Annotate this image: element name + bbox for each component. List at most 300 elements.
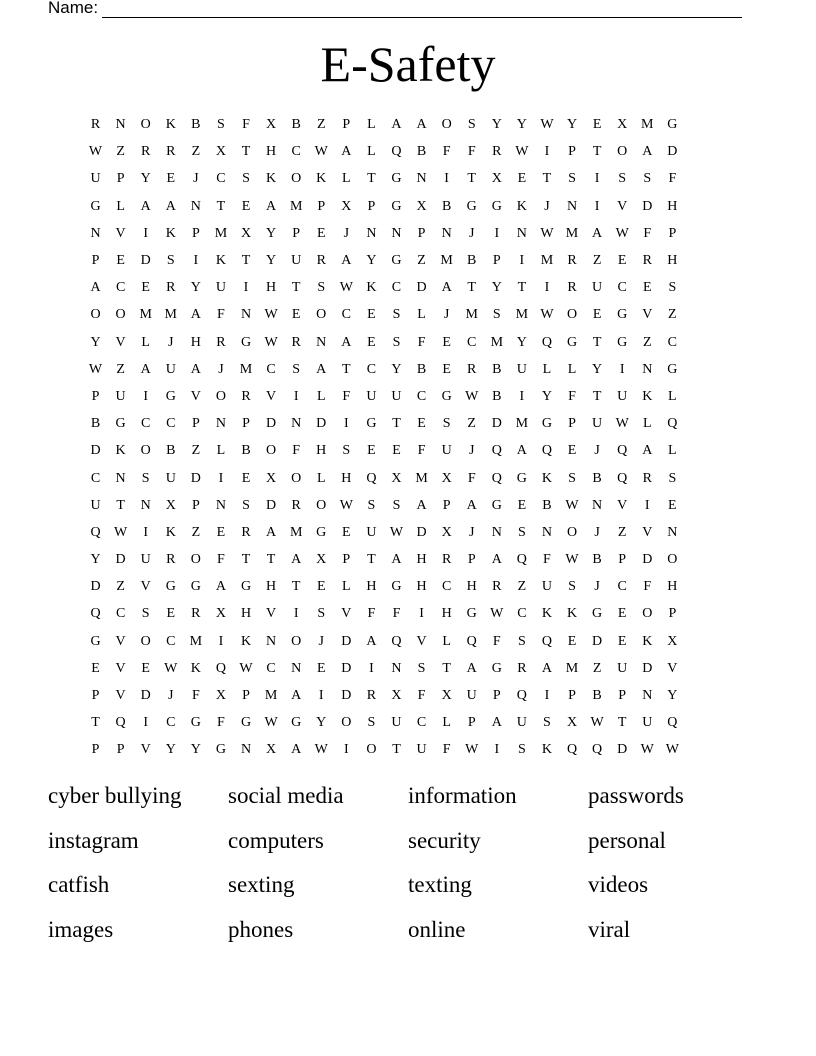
grid-letter: G	[391, 171, 402, 187]
grid-letter: Y	[516, 117, 527, 133]
grid-letter: N	[541, 524, 552, 540]
grid-row	[83, 193, 735, 220]
grid-letter: E	[442, 361, 451, 377]
grid-letter: D	[341, 633, 352, 649]
grid-letter: H	[667, 198, 678, 214]
grid-letter: O	[90, 307, 101, 323]
grid-letter: J	[443, 307, 450, 323]
grid-letter: T	[367, 552, 376, 568]
grid-letter: W	[540, 117, 554, 133]
grid-letter: V	[416, 633, 427, 649]
grid-letter: Z	[592, 253, 602, 269]
grid-letter: P	[317, 198, 326, 214]
grid-letter: S	[442, 416, 451, 432]
grid-letter: G	[115, 416, 126, 432]
grid-letter: U	[90, 171, 101, 187]
grid-letter: V	[266, 606, 277, 622]
grid-letter: E	[517, 497, 527, 513]
grid-letter: W	[540, 307, 554, 323]
grid-letter: F	[417, 688, 426, 704]
grid-letter: K	[165, 524, 176, 540]
grid-letter: P	[191, 497, 200, 513]
grid-letter: R	[216, 334, 226, 350]
grid-letter: Y	[391, 361, 402, 377]
grid-letter: L	[316, 388, 326, 404]
grid-letter: O	[215, 388, 226, 404]
grid-letter: H	[190, 334, 201, 350]
grid-letter: P	[618, 688, 627, 704]
grid-letter: R	[642, 470, 652, 486]
grid-letter: J	[544, 198, 550, 214]
grid-letter: T	[592, 334, 602, 350]
grid-letter: V	[642, 307, 653, 323]
grid-letter: O	[617, 144, 628, 160]
grid-letter: B	[441, 198, 452, 214]
grid-letter: C	[166, 633, 176, 649]
grid-letter: Y	[667, 688, 678, 704]
grid-letter: J	[193, 171, 199, 187]
grid-letter: I	[494, 225, 500, 241]
grid-letter: P	[91, 388, 100, 404]
grid-letter: I	[544, 280, 550, 296]
grid-letter: A	[592, 225, 603, 241]
grid-letter: U	[617, 388, 628, 404]
grid-letter: G	[541, 416, 552, 432]
grid-letter: R	[166, 552, 176, 568]
grid-letter: B	[592, 688, 602, 704]
grid-letter: P	[242, 416, 250, 432]
grid-letter: I	[343, 742, 349, 758]
grid-letter: A	[466, 497, 477, 513]
grid-letter: R	[191, 606, 201, 622]
grid-letter: S	[668, 280, 677, 296]
grid-letter: H	[266, 579, 277, 595]
grid-letter: F	[568, 388, 576, 404]
grid-letter: G	[516, 470, 527, 486]
grid-letter: G	[240, 715, 252, 731]
grid-letter: O	[115, 307, 126, 323]
grid-letter: J	[468, 225, 475, 241]
grid-row	[83, 573, 735, 600]
grid-letter: P	[668, 225, 677, 241]
grid-letter: J	[318, 633, 324, 649]
grid-letter: R	[492, 579, 502, 595]
name-field	[48, 0, 742, 18]
grid-letter: I	[143, 715, 149, 731]
grid-letter: A	[416, 117, 427, 133]
grid-letter: W	[565, 552, 579, 568]
grid-letter: N	[266, 633, 277, 649]
grid-row	[83, 329, 735, 356]
grid-letter: F	[217, 552, 225, 568]
grid-letter: Z	[617, 524, 627, 540]
grid-letter: H	[240, 606, 252, 622]
grid-row	[83, 383, 735, 410]
grid-letter: H	[366, 579, 377, 595]
grid-letter: T	[392, 742, 401, 758]
grid-letter: N	[140, 497, 151, 513]
grid-letter: K	[115, 443, 126, 459]
grid-letter: P	[292, 225, 301, 241]
grid-letter: N	[642, 688, 653, 704]
grid-letter: E	[241, 470, 251, 486]
grid-letter: Q	[516, 552, 527, 568]
grid-letter: G	[291, 715, 302, 731]
grid-row	[83, 274, 735, 301]
word-bank-item: social media	[228, 783, 344, 808]
grid-letter: L	[141, 334, 150, 350]
grid-letter: W	[164, 660, 178, 676]
grid-letter: A	[642, 443, 653, 459]
grid-letter: P	[568, 416, 576, 432]
grid-letter: S	[392, 334, 401, 350]
grid-letter: O	[341, 715, 352, 731]
grid-letter: M	[415, 470, 428, 486]
grid-letter: S	[568, 470, 576, 486]
grid-letter: R	[567, 280, 577, 296]
grid-letter: S	[392, 307, 401, 323]
grid-letter: Q	[215, 660, 226, 676]
letter-grid	[83, 111, 735, 764]
grid-letter: D	[140, 253, 151, 269]
grid-letter: A	[516, 443, 527, 459]
grid-letter: L	[542, 361, 552, 377]
grid-row	[83, 301, 735, 328]
grid-letter: H	[266, 144, 277, 160]
grid-letter: K	[165, 117, 176, 133]
grid-letter: X	[441, 524, 452, 540]
grid-row	[83, 437, 735, 464]
grid-letter: M	[189, 633, 203, 649]
grid-letter: F	[191, 688, 200, 704]
grid-letter: U	[516, 715, 527, 731]
grid-letter: G	[592, 606, 603, 622]
grid-letter: W	[565, 497, 579, 513]
grid-letter: S	[392, 497, 401, 513]
grid-letter: Y	[190, 280, 201, 296]
grid-letter: C	[166, 416, 176, 432]
grid-letter: R	[441, 552, 452, 568]
grid-letter: N	[190, 198, 201, 214]
grid-letter: X	[491, 171, 502, 187]
grid-letter: I	[293, 606, 299, 622]
grid-letter: E	[241, 198, 251, 214]
grid-letter: T	[467, 280, 476, 296]
grid-letter: V	[341, 606, 352, 622]
grid-letter: F	[242, 117, 250, 133]
grid-letter: T	[241, 253, 251, 269]
grid-letter: E	[517, 171, 527, 187]
grid-letter: N	[115, 117, 126, 133]
grid-letter: D	[642, 198, 653, 214]
grid-letter: A	[441, 280, 452, 296]
grid-letter: U	[416, 742, 427, 758]
grid-letter: S	[141, 606, 150, 622]
name-label: Name:	[48, 0, 99, 17]
grid-letter: A	[215, 579, 226, 595]
grid-letter: U	[466, 688, 477, 704]
grid-letter: P	[568, 144, 576, 160]
grid-letter: F	[417, 334, 426, 350]
grid-letter: U	[617, 660, 628, 676]
grid-letter: V	[667, 660, 678, 676]
grid-letter: Z	[191, 443, 201, 459]
grid-letter: A	[341, 144, 352, 160]
grid-letter: N	[491, 524, 502, 540]
page-title: E-Safety	[320, 36, 496, 92]
grid-letter: F	[543, 552, 551, 568]
grid-letter: I	[419, 606, 424, 622]
grid-letter: U	[165, 361, 176, 377]
grid-letter: N	[291, 660, 302, 676]
grid-letter: W	[615, 416, 629, 432]
grid-letter: M	[164, 307, 177, 323]
grid-letter: Z	[467, 416, 476, 432]
grid-letter: V	[617, 497, 628, 513]
grid-letter: B	[542, 497, 552, 513]
grid-letter: R	[492, 144, 502, 160]
grid-letter: F	[442, 742, 451, 758]
grid-letter: G	[466, 606, 477, 622]
grid-letter: U	[366, 524, 377, 540]
grid-letter: O	[441, 117, 452, 133]
grid-letter: H	[266, 280, 277, 296]
grid-letter: K	[642, 633, 653, 649]
grid-letter: G	[316, 524, 327, 540]
grid-letter: C	[416, 388, 427, 404]
grid-letter: Y	[165, 742, 176, 758]
grid-letter: U	[115, 388, 126, 404]
grid-letter: K	[316, 171, 327, 187]
grid-letter: W	[339, 497, 353, 513]
grid-letter: E	[91, 660, 100, 676]
grid-letter: Y	[266, 253, 277, 269]
grid-letter: Q	[541, 334, 552, 350]
grid-letter: Y	[90, 334, 101, 350]
grid-letter: T	[517, 280, 527, 296]
grid-letter: C	[667, 334, 677, 350]
grid-letter: R	[567, 253, 577, 269]
word-bank-item: passwords	[588, 783, 684, 808]
grid-letter: U	[441, 443, 452, 459]
grid-letter: Z	[517, 579, 527, 595]
grid-letter: G	[617, 307, 628, 323]
grid-letter: C	[216, 171, 226, 187]
grid-letter: T	[291, 579, 301, 595]
grid-letter: C	[266, 660, 276, 676]
grid-letter: Y	[541, 388, 552, 404]
grid-letter: I	[494, 742, 500, 758]
grid-letter: L	[342, 171, 351, 187]
grid-letter: A	[541, 660, 552, 676]
grid-letter: S	[367, 715, 376, 731]
grid-letter: W	[88, 144, 103, 160]
grid-letter: I	[369, 660, 374, 676]
grid-letter: C	[141, 416, 151, 432]
grid-letter: Z	[417, 253, 426, 269]
grid-letter: N	[642, 361, 653, 377]
grid-letter: W	[88, 361, 103, 377]
grid-letter: K	[215, 253, 226, 269]
grid-letter: S	[317, 280, 326, 296]
grid-letter: I	[594, 198, 600, 214]
grid-letter: B	[592, 470, 602, 486]
grid-letter: A	[416, 497, 427, 513]
grid-letter: K	[642, 388, 653, 404]
grid-letter: F	[417, 443, 426, 459]
grid-letter: L	[668, 388, 677, 404]
grid-letter: I	[519, 253, 525, 269]
grid-letter: P	[467, 715, 476, 731]
grid-row	[83, 220, 735, 247]
grid-letter: C	[617, 579, 627, 595]
grid-row	[83, 519, 735, 546]
grid-letter: Q	[566, 742, 578, 758]
grid-letter: P	[618, 552, 627, 568]
grid-letter: Q	[115, 715, 126, 731]
grid-letter: E	[367, 334, 376, 350]
grid-letter: V	[115, 334, 126, 350]
grid-letter: Y	[516, 334, 527, 350]
grid-letter: O	[667, 552, 678, 568]
grid-letter: K	[541, 742, 552, 758]
grid-letter: U	[592, 416, 603, 432]
grid-letter: M	[239, 361, 253, 377]
grid-letter: F	[467, 144, 476, 160]
word-bank-item: catfish	[48, 872, 110, 897]
grid-letter: Z	[592, 660, 602, 676]
grid-letter: P	[568, 688, 576, 704]
grid-letter: V	[115, 225, 126, 241]
grid-letter: X	[215, 144, 226, 160]
grid-letter: J	[594, 443, 600, 459]
grid-letter: Q	[667, 416, 678, 432]
grid-letter: G	[90, 198, 101, 214]
grid-letter: M	[465, 307, 478, 323]
grid-letter: U	[215, 280, 226, 296]
grid-letter: F	[367, 606, 376, 622]
grid-letter: S	[166, 253, 175, 269]
grid-letter: N	[391, 660, 402, 676]
grid-letter: R	[291, 334, 301, 350]
grid-row	[83, 628, 735, 655]
grid-row	[83, 138, 735, 165]
grid-letter: L	[367, 117, 376, 133]
grid-letter: G	[566, 334, 578, 350]
grid-letter: E	[216, 524, 226, 540]
grid-letter: S	[568, 171, 576, 187]
grid-letter: U	[140, 552, 151, 568]
grid-letter: M	[264, 688, 278, 704]
grid-letter: W	[465, 388, 479, 404]
grid-letter: G	[165, 579, 176, 595]
grid-letter: R	[141, 144, 151, 160]
grid-letter: A	[341, 334, 352, 350]
grid-letter: O	[566, 307, 578, 323]
grid-letter: N	[240, 307, 252, 323]
grid-letter: T	[116, 497, 125, 513]
grid-letter: V	[617, 198, 628, 214]
grid-letter: Y	[316, 715, 327, 731]
grid-letter: F	[643, 225, 652, 241]
grid-letter: C	[391, 280, 402, 296]
word-bank-item: personal	[588, 827, 666, 853]
grid-letter: I	[218, 470, 224, 486]
word-bank	[48, 776, 768, 954]
grid-letter: O	[140, 117, 151, 133]
word-bank-item: cyber bullying	[48, 783, 182, 808]
grid-letter: I	[519, 388, 525, 404]
grid-letter: S	[467, 117, 476, 133]
grid-letter: J	[343, 225, 350, 241]
grid-letter: W	[264, 715, 278, 731]
grid-letter: E	[417, 416, 426, 432]
grid-row	[83, 165, 735, 192]
grid-letter: I	[318, 688, 324, 704]
grid-letter: G	[165, 388, 176, 404]
grid-letter: X	[266, 470, 277, 486]
grid-letter: J	[468, 524, 475, 540]
grid-row	[83, 655, 735, 682]
grid-letter: C	[115, 280, 126, 296]
grid-letter: F	[442, 144, 451, 160]
grid-letter: Q	[366, 470, 377, 486]
grid-letter: B	[90, 416, 101, 432]
grid-letter: S	[417, 660, 426, 676]
grid-letter: C	[266, 361, 276, 377]
grid-letter: I	[444, 171, 449, 187]
word-bank-item: viral	[588, 916, 631, 942]
grid-letter: I	[143, 524, 149, 540]
grid-letter: M	[515, 307, 529, 323]
grid-letter: B	[291, 117, 301, 133]
grid-letter: E	[116, 253, 125, 269]
grid-letter: V	[140, 579, 151, 595]
grid-letter: U	[516, 361, 527, 377]
grid-letter: D	[140, 688, 151, 704]
grid-letter: Q	[592, 742, 603, 758]
grid-letter: X	[391, 688, 402, 704]
grid-letter: T	[216, 198, 226, 214]
grid-letter: Y	[566, 117, 578, 133]
grid-letter: A	[466, 660, 477, 676]
grid-letter: Z	[191, 524, 201, 540]
grid-letter: Z	[116, 361, 125, 377]
grid-letter: Y	[592, 361, 603, 377]
grid-letter: L	[216, 443, 226, 459]
grid-letter: B	[416, 361, 427, 377]
grid-letter: D	[642, 552, 653, 568]
grid-letter: N	[291, 416, 302, 432]
grid-letter: C	[517, 606, 527, 622]
grid-letter: L	[442, 715, 451, 731]
grid-letter: A	[316, 361, 327, 377]
grid-letter: G	[466, 198, 477, 214]
grid-letter: U	[291, 253, 302, 269]
grid-letter: Y	[491, 117, 502, 133]
grid-letter: V	[642, 524, 653, 540]
grid-letter: M	[565, 225, 579, 241]
grid-letter: A	[190, 307, 201, 323]
grid-letter: B	[241, 443, 251, 459]
grid-letter: P	[492, 253, 501, 269]
grid-row	[83, 600, 735, 627]
grid-letter: A	[266, 524, 277, 540]
grid-letter: Y	[90, 552, 101, 568]
grid-letter: E	[567, 633, 577, 649]
word-bank-item: texting	[408, 872, 472, 897]
grid-letter: L	[567, 361, 577, 377]
